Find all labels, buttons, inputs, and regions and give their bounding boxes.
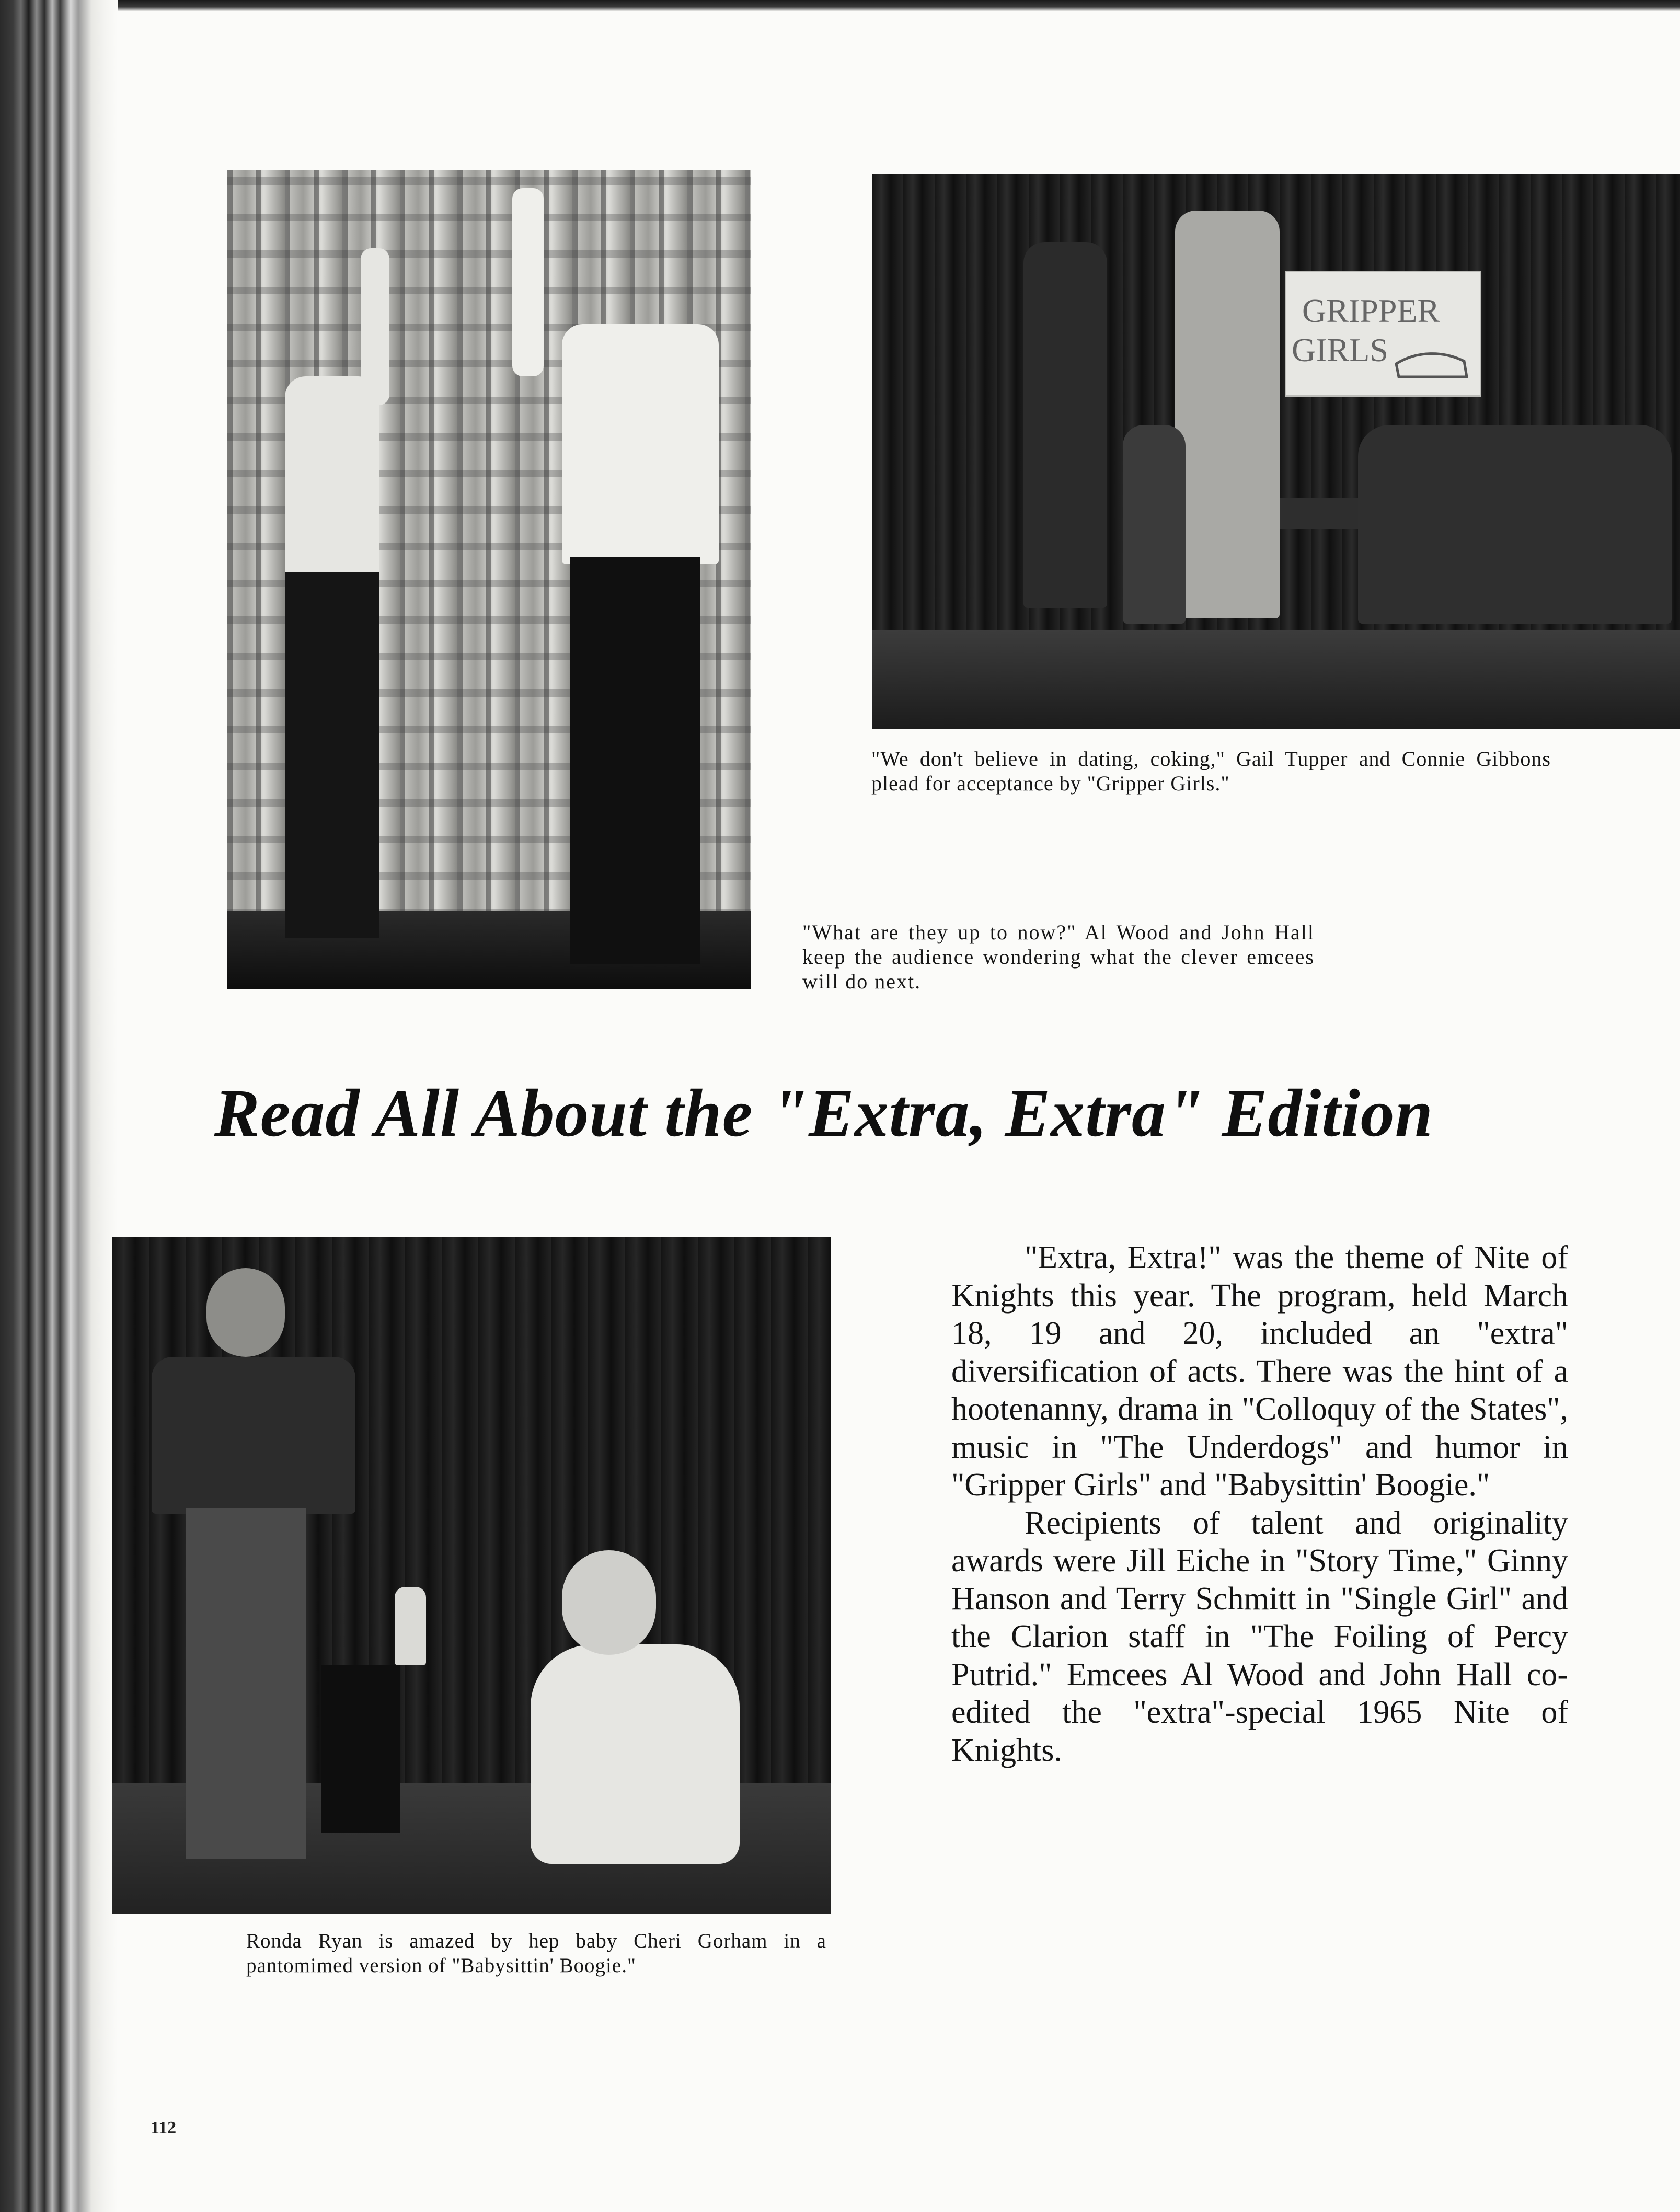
photo-emcees (227, 170, 751, 989)
performer-left (1023, 242, 1107, 608)
emcee-figure-right-arm (512, 188, 544, 376)
emcee-figure-left-arm (361, 248, 389, 405)
banner-text: GRIPPER (1302, 292, 1440, 329)
article-paragraph: "Extra, Extra!" was the theme of Nite of Knights this year. The program, held March 18, 19 and 20, included an "extra" diversification of acts. There was the hint of a hootenanny, drama in "Colloquy of the States", music in "The Underdogs" and humor in "Gripper Girls" and "Babysittin' Boogie." (951, 1240, 1568, 1503)
milk-bottle (395, 1587, 426, 1665)
photo-gripper-girls (872, 174, 1680, 729)
caption-gripper-girls: "We don't believe in dating, coking," Gail Tupper and Connie Gibbons plead for acceptance by "Gripper Girls." (871, 747, 1551, 795)
page-number: 112 (151, 2118, 177, 2137)
caption-babysittin-boogie: Ronda Ryan is amazed by hep baby Cheri Gorham in a pantomimed version of "Babysittin' Boogie." (246, 1930, 826, 1977)
seated-performer (531, 1644, 740, 1864)
caption-emcees: "What are they up to now?" Al Wood and John Hall keep the audience wondering what the clever emcees will do next. (802, 920, 1315, 993)
performer-right (1175, 211, 1280, 618)
article-body (951, 1239, 1568, 1769)
seated-performer-head (562, 1550, 656, 1655)
shoe-drawing-icon (1286, 272, 1480, 395)
stage-floor (872, 630, 1680, 729)
seated-girls-row (1358, 425, 1672, 624)
side-table (321, 1665, 400, 1833)
book-binding (0, 0, 118, 2212)
photo-babysittin-boogie (112, 1237, 831, 1914)
gripper-girls-banner (1285, 271, 1481, 397)
headline: Read All About the "Extra, Extra" Edition (214, 1076, 1433, 1151)
article-paragraph: Recipients of talent and originality awards were Jill Eiche in "Story Time," Ginny Hanson and Terry Schmitt in "Single Girl" and the Clarion staff in "The Foiling of Percy Putrid." Emcees Al Wood and John Hall co-edited the "extra"-special 1965 Nite of Knights. (951, 1505, 1568, 1768)
standing-performer-legs (186, 1508, 306, 1859)
emcee-figure-left (285, 376, 379, 575)
seated-girls (1123, 425, 1186, 624)
emcee-figure-left-legs (285, 572, 379, 938)
standing-performer-head (206, 1268, 285, 1357)
page-top-edge (0, 0, 1680, 11)
emcee-figure-right-legs (570, 557, 700, 964)
standing-performer (152, 1357, 355, 1514)
emcee-figure-right (562, 324, 719, 564)
svg-text:GIRLS: GIRLS (1292, 331, 1388, 368)
